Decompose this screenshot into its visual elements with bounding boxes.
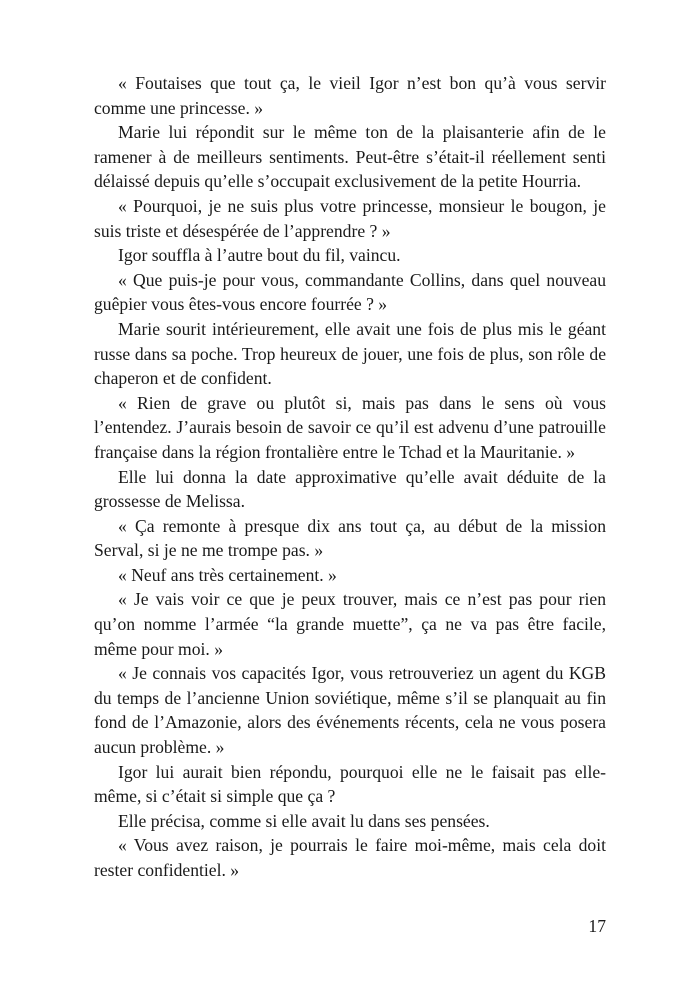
- page-number: 17: [588, 916, 606, 936]
- paragraph: « Je vais voir ce que je peux trouver, mais ce n’est pas pour rien qu’on nomme l’armée “la grande muette”, ça ne va pas être facile, même pour moi. »: [94, 589, 606, 659]
- paragraph: Igor lui aurait bien répondu, pourquoi elle ne le faisait pas elle-même, si c’était si simple que ça ?: [94, 761, 606, 807]
- page-body-text: [94, 71, 606, 883]
- paragraph: « Je connais vos capacités Igor, vous retrouveriez un agent du KGB du temps de l’ancienne Union soviétique, même s’il se planquait au fin fond de l’Amazonie, alors des événements récents, cela ne vous posera aucun problème. »: [94, 663, 606, 758]
- paragraph: « Neuf ans très certainement. »: [118, 564, 337, 585]
- paragraph: « Foutaises que tout ça, le vieil Igor n’est bon qu’à vous servir comme une princesse. »: [94, 73, 606, 118]
- paragraph: « Vous avez raison, je pourrais le faire moi-même, mais cela doit rester confidentiel. »: [94, 835, 606, 880]
- paragraph: « Rien de grave ou plutôt si, mais pas dans le sens où vous l’entendez. J’aurais besoin de savoir ce qu’il est advenu d’une patrouille française dans la région frontalière entre le Tchad et la Mauritanie. »: [94, 392, 606, 462]
- paragraph: Marie lui répondit sur le même ton de la plaisanterie afin de le ramener à de meilleurs sentiments. Peut-être s’était-il réellement senti délaissé depuis qu’elle s’occupait exclusivement de la petite Hourria.: [94, 122, 606, 192]
- paragraph: Elle lui donna la date approximative qu’elle avait déduite de la grossesse de Melissa.: [94, 466, 606, 512]
- paragraph: « Ça remonte à presque dix ans tout ça, au début de la mission Serval, si je ne me trompe pas. »: [94, 515, 606, 561]
- paragraph: « Pourquoi, je ne suis plus votre princesse, monsieur le bougon, je suis triste et désespérée de l’apprendre ? »: [94, 195, 606, 241]
- paragraph: Igor souffla à l’autre bout du fil, vaincu.: [118, 245, 401, 266]
- paragraph: « Que puis-je pour vous, commandante Collins, dans quel nouveau guêpier vous êtes-vous encore fourrée ? »: [94, 269, 606, 315]
- paragraph: Elle précisa, comme si elle avait lu dans ses pensées.: [118, 810, 490, 831]
- paragraph: Marie sourit intérieurement, elle avait une fois de plus mis le géant russe dans sa poche. Trop heureux de jouer, une fois de plus, son rôle de chaperon et de confident.: [94, 318, 606, 389]
